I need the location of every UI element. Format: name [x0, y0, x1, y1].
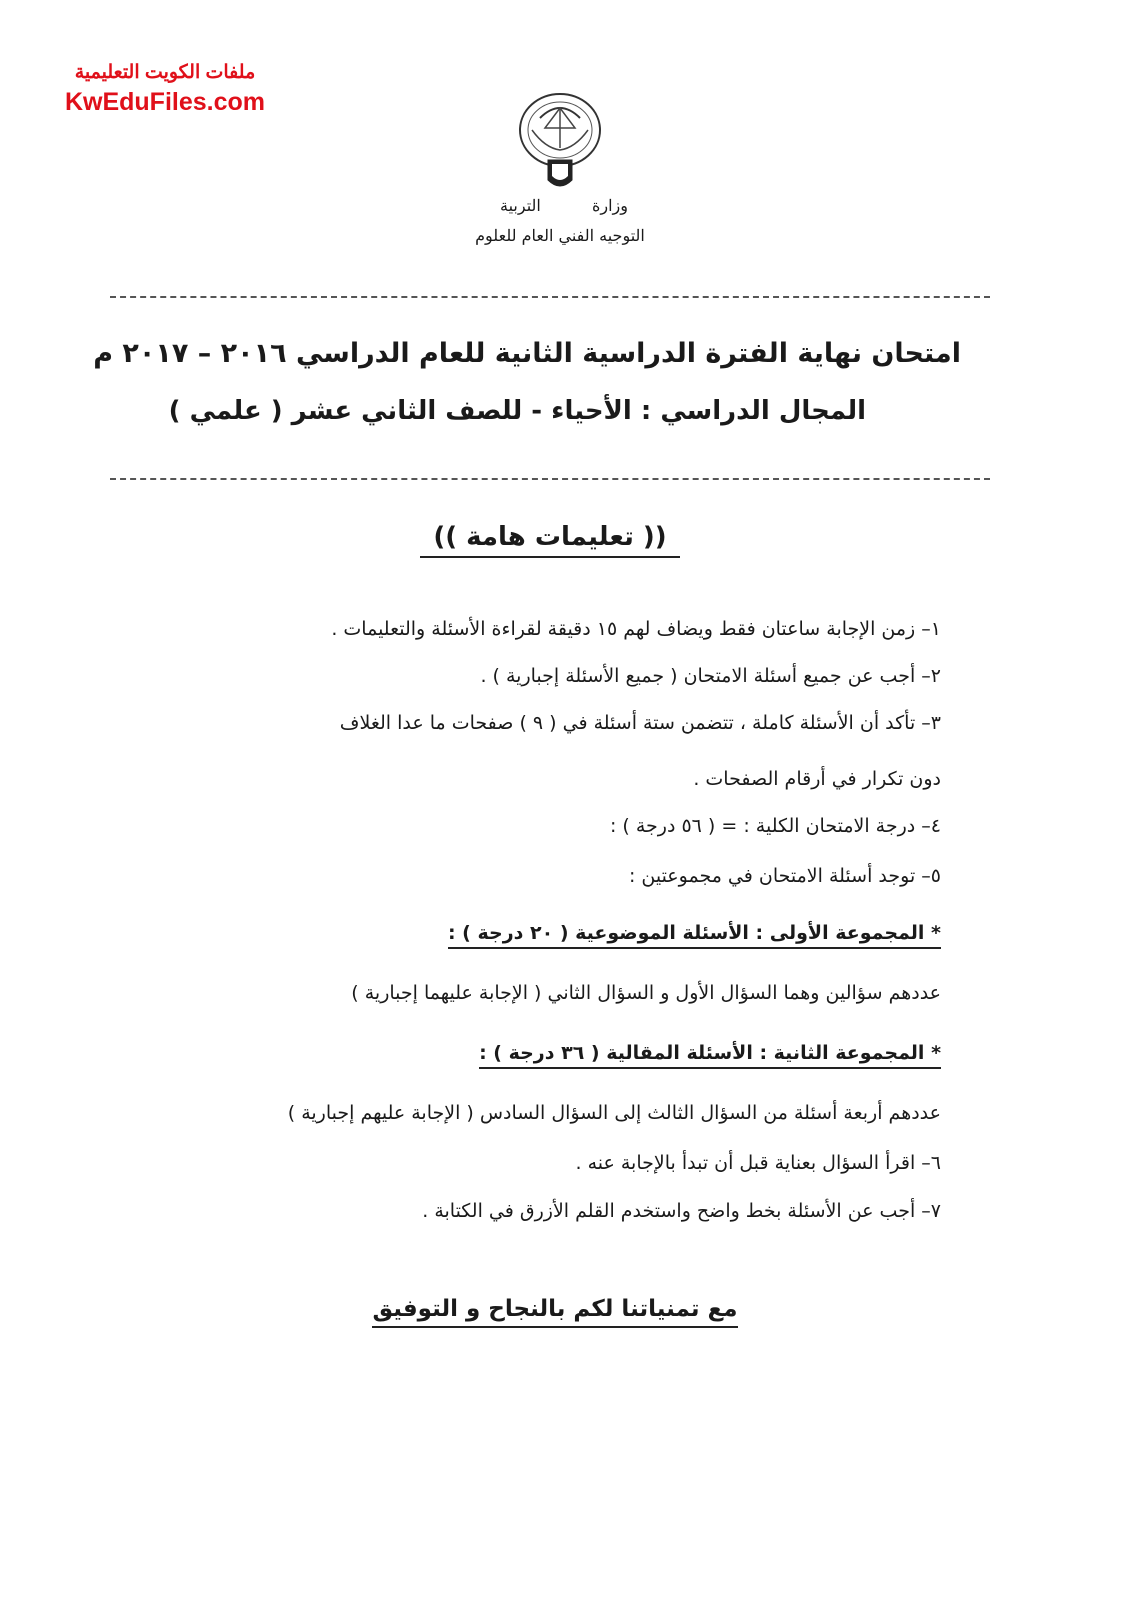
divider-top: [110, 296, 990, 298]
watermark-english: KwEduFiles.com: [64, 88, 266, 116]
instruction-item: ٥– توجد أسئلة الامتحان في مجموعتين :: [628, 865, 941, 887]
instruction-item: ٤– درجة الامتحان الكلية : = ( ٥٦ درجة ) :: [609, 815, 941, 837]
instruction-item: ٧– أجب عن الأسئلة بخط واضح واستخدم القلم الأزرق في الكتابة .: [422, 1200, 941, 1222]
instruction-item: ١– زمن الإجابة ساعتان فقط ويضاف لهم ١٥ دقيقة لقراءة الأسئلة والتعليمات .: [331, 618, 941, 640]
group-one-description: عددهم سؤالين وهما السؤال الأول و السؤال الثاني ( الإجابة عليهما إجبارية ): [351, 982, 941, 1004]
closing-wishes: مع تمنياتنا لكم بالنجاح و التوفيق: [372, 1296, 737, 1328]
watermark: [40, 60, 290, 118]
group-two-heading-wrap: [479, 1042, 941, 1064]
education-word: التربية: [500, 196, 541, 215]
closing-wishes-wrap: [330, 1296, 780, 1322]
group-one-heading-wrap: [448, 922, 941, 944]
group-two-description: عددهم أربعة أسئلة من السؤال الثالث إلى السؤال السادس ( الإجابة عليهم إجبارية ): [287, 1102, 941, 1124]
watermark-arabic: ملفات الكويت التعليمية: [74, 62, 256, 83]
instruction-item: ٣– تأكد أن الأسئلة كاملة ، تتضمن ستة أسئلة في ( ٩ ) صفحات ما عدا الغلاف: [339, 712, 941, 734]
exam-subtitle: المجال الدراسي : الأحياء - للصف الثاني عشر ( علمي ): [168, 396, 866, 426]
ministry-header: [430, 88, 690, 248]
instruction-item: ٦– اقرأ السؤال بعناية قبل أن تبدأ بالإجابة عنه .: [575, 1152, 941, 1174]
instruction-item: ٢– أجب عن جميع أسئلة الامتحان ( جميع الأسئلة إجبارية ) .: [480, 665, 941, 687]
department-name: التوجيه الفني العام للعلوم: [475, 226, 645, 245]
exam-title: امتحان نهاية الفترة الدراسية الثانية للعام الدراسي ٢٠١٦ – ٢٠١٧ م: [93, 338, 961, 369]
kuwait-emblem-icon: [510, 88, 610, 196]
instruction-item-continued: دون تكرار في أرقام الصفحات .: [693, 768, 941, 790]
group-one-heading: * المجموعة الأولى : الأسئلة الموضوعية ( ٢٠ درجة ) :: [448, 922, 941, 949]
group-two-heading: * المجموعة الثانية : الأسئلة المقالية ( ٣٦ درجة ) :: [479, 1042, 941, 1069]
instructions-heading: (( تعليمات هامة )): [420, 522, 680, 558]
divider-bottom: [110, 478, 990, 480]
ministry-word: وزارة: [591, 196, 628, 215]
